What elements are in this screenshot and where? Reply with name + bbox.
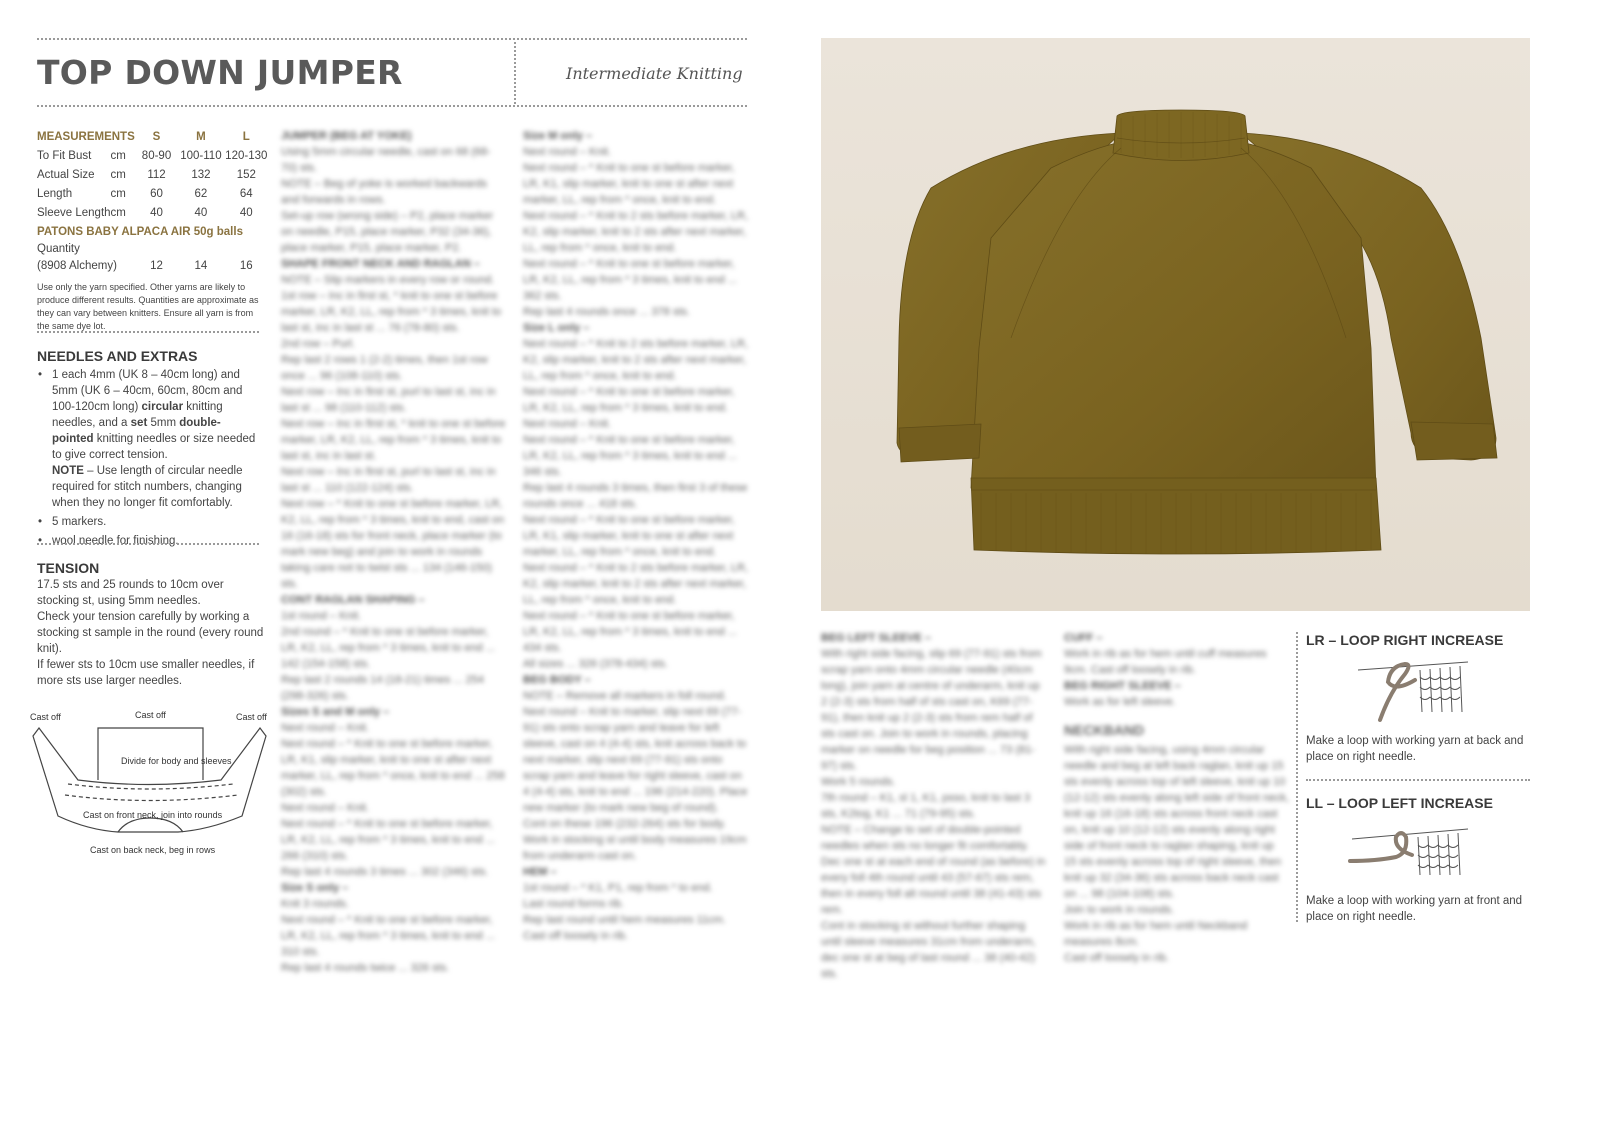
label-front-neck: Cast on front neck, join into rounds	[83, 810, 223, 820]
pattern-instruction: Rep last round until hem measures 11cm.	[523, 914, 726, 926]
measurement-row	[37, 203, 269, 222]
needles-section	[37, 348, 262, 552]
needles-text: 5mm	[147, 417, 180, 429]
pattern-instruction: NOTE – Change to set of double-pointed needles when sts no longer fit comfortably.	[821, 824, 1029, 852]
pattern-instruction: Work 5 rounds.	[821, 776, 896, 788]
diagram-center-block	[98, 728, 203, 780]
needles-text: 1 each 4mm (UK 8 – 40cm long) and 5mm (UK 6 – 40cm, 60cm, 80cm and 100-120cm long)	[52, 369, 243, 413]
value-l: 40	[239, 206, 253, 219]
yarn-heading: PATONS BABY ALPACA AIR 50g balls	[37, 225, 243, 238]
needles-bold: circular	[141, 401, 184, 413]
jumper-illustration	[821, 38, 1530, 611]
pattern-instruction: Dec one st at each end of round (as before) in every foll 4th round until 43 (57-67) sts rem, then in every foll alt round until 38 (41-43) sts rem.	[821, 856, 1046, 916]
lr-diagram	[1350, 652, 1470, 727]
note-label: NOTE	[52, 465, 84, 477]
needles-text: knitting needles, and a	[52, 401, 223, 429]
pattern-subheading: CONT RAGLAN SHAPING –	[281, 594, 425, 606]
pattern-instruction: NOTE – Slip markers in every row or round.	[281, 274, 495, 286]
pattern-instruction: Work as for left sleeve.	[1064, 696, 1176, 708]
increase-rule	[1306, 779, 1530, 781]
measurements-table	[37, 127, 269, 275]
pattern-instruction: Next round – * Knit to one st before marker, LR, K1, slip marker, knit to one st after next marker, LL, rep from * once, knit to end ... 258 (302) sts.	[281, 738, 505, 798]
value-m: 62	[194, 187, 208, 200]
pattern-instruction: Next row – Inc in first st, * knit to one st before marker, LR, K2, LL, rep from * 3 times, knit to last st, inc in last st.	[281, 418, 506, 462]
measurement-row	[37, 146, 269, 165]
pattern-instruction: Join to work in rounds.	[1064, 904, 1175, 916]
value-s: 112	[147, 168, 166, 181]
pattern-column-1	[281, 128, 506, 976]
pattern-instruction: 2nd round – * Knit to one st before marker, LR, K2, LL, rep from * 3 times, knit to end ... 142 (154-158) sts.	[281, 626, 495, 670]
pattern-section-heading: NECKBAND	[1064, 722, 1145, 738]
label-back-neck: Cast on back neck, beg in rows	[90, 845, 216, 855]
row-label: Length	[37, 187, 73, 200]
pattern-instruction: Rep last 2 rounds 14 (18-21) times ... 254 (298-326) sts.	[281, 674, 484, 702]
pattern-subheading: BEG LEFT SLEEVE –	[821, 632, 932, 644]
increase-divider	[1296, 632, 1298, 922]
pattern-instruction: 1st round – * K1, P1, rep from * to end.	[523, 882, 713, 894]
section-rule-2	[37, 543, 259, 545]
tension-text: 17.5 sts and 25 rounds to 10cm over stocking st, using 5mm needles. Check your tension carefully by working a stocking st sample in the round (every round knit). If fewer sts to 10cm use smaller needles, if more sts use larger needles.	[37, 579, 264, 687]
diagram-neck-line	[65, 795, 238, 801]
row-label: Actual Size	[37, 168, 95, 181]
value-m: 100-110	[180, 149, 222, 162]
quantity-shade: (8908 Alchemy)	[37, 259, 117, 272]
pattern-instruction: NOTE – Remove all markers in foll round.	[523, 690, 727, 702]
pattern-instruction: Last round forms rib.	[523, 898, 624, 910]
value-s: 80-90	[141, 149, 172, 162]
pattern-instruction: Cast off loosely in rib.	[523, 930, 628, 942]
measurements-header-row	[37, 127, 269, 146]
pattern-instruction: Next round – Knit.	[281, 802, 370, 814]
value-m: 40	[194, 206, 208, 219]
construction-diagram	[28, 706, 273, 861]
pattern-instruction: Next round – * Knit to one st before marker, LR, K1, slip marker, knit to one st after next marker, LL, rep from * once, knit to end.	[523, 514, 735, 558]
section-rule-1	[37, 331, 259, 333]
measurements-section	[37, 127, 269, 333]
yarn-note: Use only the yarn specified. Other yarns are likely to produce different results. Quantities are approximate as they can vary between knitters. Ensure all yarn is from the same dye lot.	[37, 282, 259, 331]
pattern-instruction: Next row – Inc in first st, purl to last st, inc in last st ... 98 (110-112) sts.	[281, 386, 496, 414]
pattern-instruction: Next round – * Knit to one st before marker, LR, K2, LL, rep from * 3 times, knit to end ... 362 sts.	[523, 258, 737, 302]
pattern-instruction: NOTE – Beg of yoke is worked backwards and forwards in rows.	[281, 178, 488, 206]
pattern-instruction: With right side facing, using 4mm circular needle and beg at left back raglan, knit up 15 sts evenly across top of left sleeve, knit up 10 (12-12) sts evenly along left side of front neck, knit up 16 (16-18) sts across front neck cast on, knit up 10 (12-12) sts evenly along right side of front neck to raglan shaping, knit up 15 sts evenly across top of right sleeve, then knit up 32 (34-36) sts across back neck cast on ... 98 (104-108) sts.	[1064, 744, 1290, 900]
label-cast-off-right: Cast off	[236, 712, 267, 722]
lr-text: Make a loop with working yarn at back and place on right needle.	[1306, 735, 1524, 763]
row-unit: cm	[110, 206, 126, 219]
needles-heading: NEEDLES AND EXTRAS	[37, 348, 198, 364]
pattern-instruction: All sizes ... 326 (378-434) sts.	[523, 658, 668, 670]
pattern-instruction: Next round – * Knit to 2 sts before marker, LR, K2, slip marker, knit to 2 sts after next marker, LL, rep from * once, knit to end.	[523, 210, 748, 254]
pattern-instruction: Next round – * Knit to 2 sts before marker, LR, K2, slip marker, knit to 2 sts after next marker, LL, rep from * once, knit to end.	[523, 562, 748, 606]
quantity-row	[37, 256, 269, 275]
label-cast-off-left: Cast off	[30, 712, 61, 722]
page-title: TOP DOWN JUMPER	[37, 53, 403, 92]
pattern-instruction: 1st row – Inc in first st, * knit to one st before marker, LR, K2, LL, rep from * 3 times, knit to last st, inc in last st ... 76 (78-80) sts.	[281, 290, 502, 334]
pattern-instruction: Rep last 4 rounds 3 times, then first 3 of these rounds once ... 418 sts.	[523, 482, 748, 510]
pattern-instruction: 2nd row – Purl.	[281, 338, 355, 350]
pattern-instruction: Next round – * Knit to one st before marker, LR, K2, LL, rep from * 3 times, knit to end ... 434 sts.	[523, 610, 737, 654]
list-item: • wool needle for finishing.	[52, 533, 262, 549]
pattern-subheading: CUFF –	[1064, 632, 1103, 644]
pattern-instruction: Next round – Knit.	[281, 722, 370, 734]
pattern-instruction: Next round – * Knit to one st before marker, LR, K2, LL, rep from * 3 times, knit to end ... 310 sts.	[281, 914, 495, 958]
note-text: – Use length of circular needle required for stitch numbers, changing when they no longer fit comfortably.	[52, 465, 243, 509]
pattern-instruction: With right side facing, slip 69 (77-91) sts from scrap yarn onto 4mm circular needle (40cm long), join yarn at centre of underarm, knit up 2 (2-3) sts from half of sts cast on, K69 (77-91), then knit up 2 (2-3) sts from rem half of sts cast on. Join to work in rounds, placing marker on needle for beg position ... 73 (81-97) sts.	[821, 648, 1042, 772]
needles-list	[37, 367, 262, 549]
pattern-subheading: SHAPE FRONT NECK AND RAGLAN –	[281, 258, 480, 270]
quantity-l: 16	[239, 259, 253, 272]
row-label: Sleeve Length	[37, 206, 111, 219]
needles-text: knitting needles or size needed to give correct tension.	[52, 433, 256, 461]
quantity-label: Quantity	[37, 242, 80, 255]
row-unit: cm	[110, 168, 126, 181]
skill-level: Intermediate Knitting	[566, 64, 743, 83]
pattern-subheading: BEG BODY –	[523, 674, 591, 686]
pattern-subheading: Size S only –	[281, 882, 349, 894]
pattern-instruction: Next round – * Knit to one st before marker, LR, K1, slip marker, knit to one st after next marker, LL, rep from * once, knit to end.	[523, 162, 735, 206]
value-m: 132	[191, 168, 211, 181]
ll-section	[1306, 795, 1531, 925]
label-cast-off-center: Cast off	[135, 710, 166, 720]
pattern-instruction: Rep last 4 rounds 3 times ... 302 (346) sts.	[281, 866, 489, 878]
measurement-row	[37, 184, 269, 203]
pattern-column-2	[523, 128, 748, 944]
pattern-instruction: Work in rib as for hem until Neckband measures 8cm.	[1064, 920, 1248, 948]
pattern-instruction: Next round – * Knit to one st before marker, LR, K2, LL, rep from * 3 times, knit to end ... 346 sts.	[523, 434, 737, 478]
pattern-instruction: Cont in stocking st without further shaping until sleeve measures 31cm from underarm, dec one st at beg of last round ... 38 (40-42) sts.	[821, 920, 1036, 980]
pattern-instruction: Rep last 4 rounds twice ... 326 sts.	[281, 962, 450, 974]
pattern-subheading: BEG RIGHT SLEEVE –	[1064, 680, 1181, 692]
pattern-subheading: HEM –	[523, 866, 557, 878]
ll-text: Make a loop with working yarn at front and place on right needle.	[1306, 895, 1523, 923]
row-label: To Fit Bust	[37, 149, 92, 162]
size-s: S	[152, 130, 161, 143]
measurements-heading: MEASUREMENTS	[37, 130, 135, 143]
pattern-instruction: Next round – Knit.	[523, 418, 612, 430]
yarn-row	[37, 222, 269, 241]
pattern-instruction: Cont on these 196 (232-264) sts for body. Work in stocking st until body measures 19cm from underarm cast on.	[523, 818, 747, 862]
pattern-instruction: Next row – Inc in first st, purl to last st, inc in last st ... 110 (122-124) sts.	[281, 466, 496, 494]
pattern-instruction: Work in rib as for hem until cuff measures 9cm. Cast off loosely in rib.	[1064, 648, 1267, 676]
value-s: 60	[150, 187, 163, 200]
pattern-instruction: Using 5mm circular needle, cast on 68 (68-70) sts.	[281, 146, 491, 174]
pattern-instruction: Cast off loosely in rib.	[1064, 952, 1169, 964]
label-divide: Divide for body and sleeves	[121, 756, 232, 766]
size-m: M	[196, 130, 206, 143]
needles-bold: set	[130, 417, 148, 429]
pattern-instruction: Next round – * Knit to one st before marker, LR, K2, LL, rep from * 3 times, knit to end.	[523, 386, 735, 414]
quantity-label-row	[37, 241, 269, 256]
value-l: 64	[239, 187, 253, 200]
pattern-instruction: Next round – * Knit to one st before marker, LR, K2, LL, rep from * 3 times, knit to end ... 266 (310) sts.	[281, 818, 495, 862]
lr-heading: LR – LOOP RIGHT INCREASE	[1306, 632, 1504, 648]
row-unit: cm	[110, 187, 126, 200]
pattern-instruction: Knit 3 rounds.	[281, 898, 349, 910]
jumper-photo	[821, 38, 1530, 611]
row-unit: cm	[110, 149, 126, 162]
ll-diagram	[1346, 817, 1471, 887]
pattern-instruction: Next round – Knit.	[523, 146, 612, 158]
pattern-instruction: Rep last 2 rows 1 (2-2) times, then 1st row once ... 96 (108-110) sts.	[281, 354, 488, 382]
value-l: 152	[236, 168, 256, 181]
needles-bold: double-pointed	[52, 417, 221, 445]
pattern-instruction: Rep last 4 rounds once ... 378 sts.	[523, 306, 690, 318]
measurement-row	[37, 165, 269, 184]
header-divider	[514, 42, 516, 104]
pattern-instruction: 1st round – Knit.	[281, 610, 362, 622]
pattern-subheading: Size L only –	[523, 322, 590, 334]
diagram-front-neck	[118, 818, 183, 832]
pattern-instruction: Set-up row (wrong side) – P2, place marker on needle, P15, place marker, P32 (34-36), place marker, P15, place marker, P2.	[281, 210, 494, 254]
pattern-subheading: Size M only –	[523, 130, 593, 142]
pattern-column-4	[1064, 630, 1289, 966]
lr-section	[1306, 632, 1531, 765]
pattern-instruction: Next round – * Knit to 2 sts before marker, LR, K2, slip marker, knit to 2 sts after next marker, LL, rep from * once, knit to end.	[523, 338, 748, 382]
pattern-subheading: Sizes S and M only –	[281, 706, 390, 718]
size-l: L	[242, 130, 250, 143]
tension-heading: TENSION	[37, 560, 100, 576]
tension-section	[37, 560, 267, 689]
list-item	[52, 367, 262, 511]
value-s: 40	[150, 206, 163, 219]
quantity-m: 14	[194, 259, 208, 272]
list-item: • 5 markers.	[52, 514, 262, 530]
pattern-instruction: 7th round – K1, sl 1, K1, psso, knit to last 3 sts, K2tog, K1 ... 71 (79-95) sts.	[821, 792, 1031, 820]
pattern-instruction: Next round – Knit to marker, slip next 69 (77-91) sts onto scrap yarn and leave for left sleeve, cast on 4 (4-4) sts, knit across back to next marker, slip next 69 (77-91) sts onto scrap yarn and leave for right sleeve, cast on 4 (4-4) sts, knit to end ... 196 (214-220). Place new marker (to mark new beg of round).	[523, 706, 748, 814]
value-l: 120-130	[225, 149, 268, 162]
pattern-column-3	[821, 630, 1046, 982]
pattern-subheading: JUMPER (BEG AT YOKE)	[281, 130, 412, 142]
pattern-instruction: Next row – * Knit to one st before marker, LR, K2, LL, rep from * 3 times, knit to end, cast on 16 (16-18) sts for front neck, place marker (to mark new beg) and join to work in rounds taking care not to twist sts ... 134 (146-150) sts.	[281, 498, 505, 590]
header-top-rule	[37, 38, 747, 40]
ll-heading: LL – LOOP LEFT INCREASE	[1306, 795, 1493, 811]
quantity-s: 12	[150, 259, 163, 272]
header-bottom-rule	[37, 105, 747, 107]
